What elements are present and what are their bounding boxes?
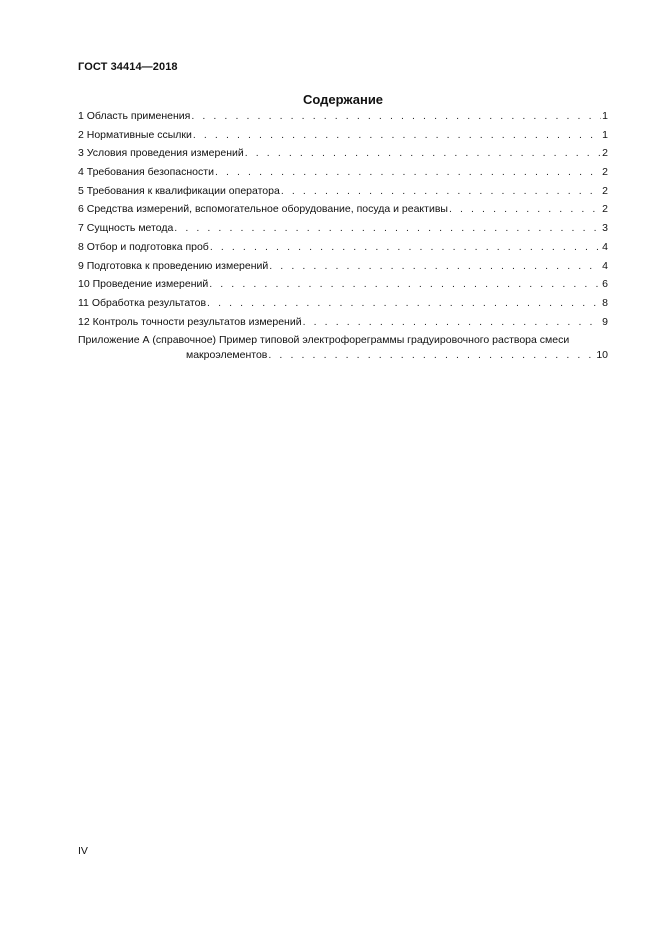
toc-item-page: 1	[602, 128, 608, 141]
toc-item-page: 2	[602, 184, 608, 197]
toc-leader-dots	[209, 278, 601, 291]
toc-leader-dots	[281, 185, 601, 198]
toc-item-page: 2	[602, 166, 608, 179]
toc-item-label: 1 Область применения	[78, 110, 191, 122]
toc-item-label: 8 Отбор и подготовка проб	[78, 240, 209, 253]
toc-item-label: 12 Контроль точности результатов измерений	[78, 315, 302, 328]
toc-item-operator-qualification[interactable]	[78, 185, 608, 198]
toc-item-results-processing[interactable]	[78, 297, 608, 310]
toc-leader-dots	[268, 349, 595, 362]
toc-item-normative-references[interactable]	[78, 129, 608, 142]
toc-item-preparation[interactable]	[78, 260, 608, 273]
toc-title: Содержание	[302, 92, 384, 107]
toc-leader-dots	[303, 316, 602, 329]
toc-item-label: 7 Сущность метода	[78, 222, 174, 235]
toc-leader-dots	[207, 297, 601, 310]
standard-designation: ГОСТ 34414—2018	[78, 61, 178, 73]
toc-item-page: 1	[602, 110, 608, 122]
toc-item-page: 6	[602, 278, 608, 291]
toc-item-label: 5 Требования к квалификации оператора	[78, 184, 280, 197]
toc-item-sampling[interactable]	[78, 241, 608, 254]
toc-leader-dots	[193, 129, 601, 142]
appendix-title-line: Приложение А (справочное) Пример типовой электрофореграммы градуировочного раствора смеси	[78, 334, 570, 347]
toc-item-label: 11 Обработка результатов	[78, 296, 207, 309]
toc-item-method-essence[interactable]	[78, 222, 608, 235]
toc-leader-dots	[174, 222, 601, 235]
appendix-title-continuation: макроэлементов	[186, 349, 268, 362]
appendix-continuation	[78, 349, 608, 362]
toc-item-label: 9 Подготовка к проведению измерений	[78, 259, 269, 272]
toc-leader-dots	[269, 260, 601, 273]
toc-leader-dots	[215, 166, 601, 179]
toc-item-page: 4	[602, 259, 608, 272]
toc-leader-dots	[449, 203, 601, 216]
toc-leader-dots	[245, 147, 601, 160]
table-of-contents	[78, 110, 608, 368]
toc-item-label: 2 Нормативные ссылки	[78, 128, 192, 141]
toc-item-label: 4 Требования безопасности	[78, 166, 214, 179]
toc-item-scope[interactable]	[78, 110, 608, 123]
page-number: IV	[78, 845, 88, 857]
toc-item-safety-requirements[interactable]	[78, 166, 608, 179]
toc-item-page: 10	[596, 349, 608, 362]
toc-item-measurements[interactable]	[78, 278, 608, 291]
toc-item-label: 10 Проведение измерений	[78, 278, 209, 291]
toc-item-measuring-instruments[interactable]	[78, 203, 608, 216]
toc-leader-dots	[191, 110, 601, 123]
toc-item-page: 8	[602, 296, 608, 309]
toc-item-page: 3	[602, 222, 608, 235]
toc-item-accuracy-control[interactable]	[78, 316, 608, 329]
toc-item-label: 3 Условия проведения измерений	[78, 147, 244, 160]
toc-item-page: 2	[602, 203, 608, 216]
toc-item-page: 2	[602, 147, 608, 160]
toc-item-page: 9	[602, 315, 608, 328]
toc-item-measurement-conditions[interactable]	[78, 147, 608, 160]
toc-item-page: 4	[602, 240, 608, 253]
toc-leader-dots	[210, 241, 601, 254]
toc-item-appendix-a[interactable]	[78, 334, 608, 362]
toc-item-label: 6 Средства измерений, вспомогательное оборудование, посуда и реактивы	[78, 203, 448, 216]
